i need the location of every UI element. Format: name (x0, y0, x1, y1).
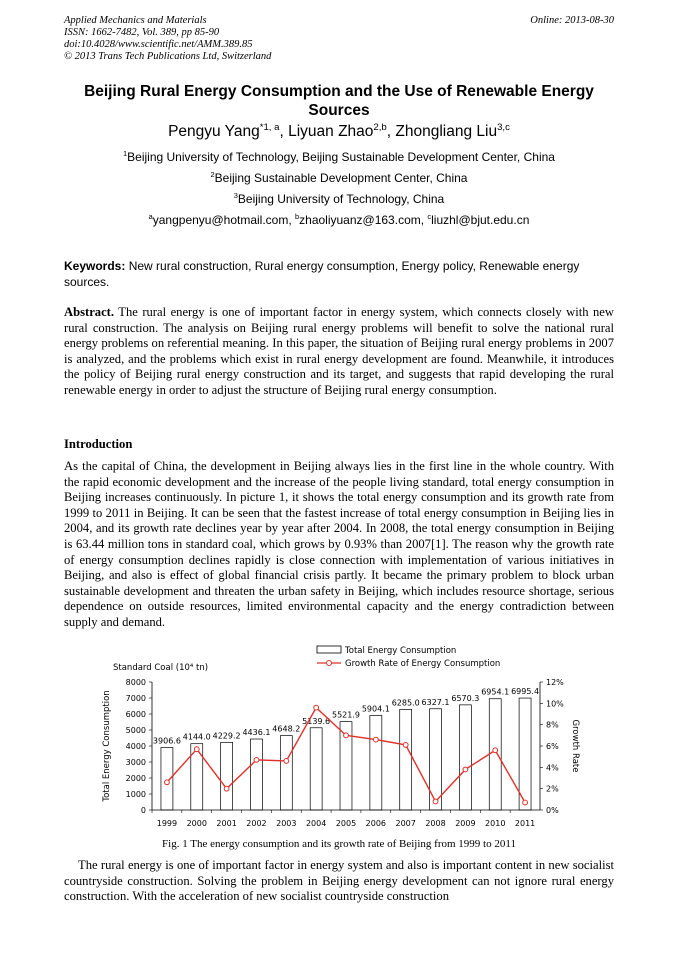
figure-caption: Fig. 1 The energy consumption and its growth rate of Beijing from 1999 to 2011 (162, 838, 516, 850)
abstract-text: The rural energy is one of important factor in energy system, which connects closely with new rural construction. The analysis on Beijing rural energy problems will benefit to solve the national rural energy problems on referential meaning. In this paper, the situation of Beijing rural energy problems in 2007 is analyzed, and the problems which exist in rural energy development are found. Meanwhile, it introduces the policy of Beijing rural energy construction and its target, and suggests that rapid developing the rural renewable energy in order to adjust the structure of Beijing rural energy consumption. (64, 305, 614, 397)
keywords-label: Keywords: (64, 259, 126, 273)
y-tick-label: 2000 (125, 774, 146, 783)
y2-tick-label: 2% (546, 784, 559, 794)
y-tick-label: 1000 (125, 790, 146, 799)
y2-tick-label: 12% (546, 678, 564, 687)
affiliation-line (64, 150, 614, 164)
affiliation-line (64, 192, 614, 206)
bar-label-2007: 6285.0 (391, 698, 420, 708)
doi-line: doi:10.4028/www.scientific.net/AMM.389.85 (64, 39, 253, 50)
x-tick-label: 2009 (455, 819, 476, 828)
author-name: Zhongliang Liu (395, 123, 498, 140)
growth-point-2010 (493, 748, 498, 753)
keywords-text: New rural construction, Rural energy consumption, Energy policy, Renewable energy sources. (64, 259, 580, 289)
abstract-label: Abstract. (64, 305, 115, 319)
x-tick-label: 2000 (186, 819, 207, 828)
legend-swatch-bars (317, 646, 341, 653)
affiliation-text: Beijing Sustainable Development Center, China (214, 171, 468, 185)
email-list (64, 213, 614, 227)
bar-2007 (400, 709, 412, 810)
author-sup: 3,c (497, 121, 510, 133)
author-sep: , (386, 123, 396, 140)
x-tick-label: 2001 (216, 819, 237, 828)
growth-point-2005 (344, 733, 349, 738)
x-tick-label: 2003 (276, 819, 297, 828)
bar-label-2010: 6954.1 (481, 687, 510, 697)
growth-point-2001 (224, 786, 229, 791)
x-tick-label: 2011 (514, 819, 536, 828)
email-text: zhaoliyuanz@163.com, (299, 213, 428, 227)
journal-name: Applied Mechanics and Materials (64, 15, 207, 26)
y2-tick-label: 8% (546, 720, 559, 730)
legend-marker-line (327, 661, 332, 666)
y-tick-label: 3000 (125, 758, 146, 767)
y-tick-label: 5000 (125, 726, 146, 735)
x-tick-label: 2007 (395, 819, 416, 828)
y-tick-label: 0 (140, 806, 146, 815)
growth-point-2011 (523, 800, 528, 805)
intro-paragraph: As the capital of China, the development in Beijing always lies in the first line in the whole country. With the rapid economic development and the increase of the people living standard, total energy consumption in Beijing increases continuously. In picture 1, it shows the total energy consumption and its growth rate from 1999 to 2011 in Beijing. It can be seen that the fastest increase of total energy consumption in Beijing lies in 2004, and its growth rate declines year by year after 2004. In 2008, the total energy consumption in Beijing is 63.44 million tons in standard coal, which grows by 0.93% than 2007[1]. The reason why the growth rate of energy consumption declines rapidly is close connection with implementation of various initiatives in Beijing, and also is effect of global financial crisis partly. It became the primary problem to block urban sustainable development and threaten the urban safety in Beijing, which includes resource shortage, serious dependence on outside resources, limited environmental capacity and the energy contradiction between supply and demand. (64, 459, 614, 629)
x-tick-label: 2006 (365, 819, 387, 828)
bar-2004 (310, 728, 322, 810)
journal-header (64, 15, 271, 63)
y2-tick-label: 4% (546, 763, 559, 773)
growth-point-1999 (165, 780, 170, 785)
growth-point-2002 (254, 757, 259, 762)
energy-chart (95, 642, 595, 834)
email-sup: b (295, 212, 300, 221)
bar-1999 (161, 747, 173, 810)
bar-label-2003: 4648.2 (272, 724, 301, 734)
x-tick-label: 2008 (425, 819, 446, 828)
x-tick-label: 1999 (156, 819, 178, 828)
copyright-line: © 2013 Trans Tech Publications Ltd, Switzerland (64, 51, 272, 62)
x-tick-label: 2004 (305, 819, 327, 828)
bar-label-2011: 6995.4 (511, 687, 540, 697)
bar-2011 (519, 698, 531, 810)
paper-title: Beijing Rural Energy Consumption and the Use of Renewable Energy Sources (84, 83, 594, 119)
bar-label-2009: 6570.3 (451, 693, 480, 703)
y-tick-label: 4000 (125, 742, 146, 751)
bar-label-2008: 6327.1 (421, 697, 450, 707)
x-tick-label: 2005 (335, 819, 357, 828)
x-tick-label: 2010 (485, 819, 506, 828)
email-sup: c (427, 212, 432, 221)
author-name: Pengyu Yang (168, 123, 260, 140)
bar-2002 (250, 739, 262, 810)
email-text: yangpenyu@hotmail.com, (152, 213, 296, 227)
y-tick-label: 8000 (125, 678, 146, 687)
email-text: liuzhl@bjut.edu.cn (431, 213, 530, 227)
bar-label-2006: 5904.1 (361, 704, 390, 714)
legend-label-bars: Total Energy Consumption (345, 646, 457, 656)
affiliation-sup: 2 (210, 170, 215, 179)
abstract (64, 305, 614, 399)
y-tick-label: 7000 (125, 694, 146, 703)
y-unit-label: Standard Coal (10⁴ tn) (113, 663, 209, 673)
growth-point-2007 (403, 743, 408, 748)
y-axis-title: Total Energy Consumption (102, 690, 112, 802)
affiliation-text: Beijing University of Technology, Beijing Sustainable Development Center, China (127, 150, 555, 164)
affiliation-line (64, 171, 614, 185)
affiliation-text: Beijing University of Technology, China (237, 192, 445, 206)
affiliation-list (64, 150, 614, 213)
online-date: Online: 2013-08-30 (530, 15, 614, 26)
bar-2006 (370, 716, 382, 810)
author-sup: 2,b (373, 121, 387, 133)
y2-axis-title: Growth Rate (570, 719, 580, 773)
growth-point-2003 (284, 759, 289, 764)
section-heading-introduction: Introduction (64, 437, 133, 451)
bar-2001 (221, 742, 233, 810)
bar-label-2005: 5521.9 (332, 710, 360, 720)
bar-label-2001: 4229.2 (212, 731, 241, 741)
author-sep: , (279, 123, 289, 140)
y2-tick-label: 6% (546, 742, 559, 751)
bar-2009 (459, 705, 471, 810)
author-name: Liyuan Zhao (288, 123, 374, 140)
body-paragraph: The rural energy is one of important factor in energy system and also is important content in new socialist countryside construction. Solving the problem in Beijing energy development can not ignore rural energy construction. With the acceleration of new socialist countryside construction (64, 858, 614, 904)
y-tick-label: 6000 (125, 710, 146, 719)
bar-label-2000: 4144.0 (182, 732, 211, 742)
bar-label-1999: 3906.6 (152, 736, 181, 746)
affiliation-sup: 1 (123, 149, 128, 158)
growth-point-2004 (314, 705, 319, 710)
bar-label-2004: 5139.6 (302, 716, 331, 726)
x-tick-label: 2002 (246, 819, 267, 828)
bar-2010 (489, 699, 501, 810)
y2-tick-label: 0% (546, 806, 559, 815)
keywords (64, 258, 614, 290)
y2-tick-label: 10% (546, 699, 564, 709)
growth-point-2008 (433, 799, 438, 804)
growth-point-2009 (463, 767, 468, 772)
author-list (64, 123, 614, 141)
issn-line: ISSN: 1662-7482, Vol. 389, pp 85-90 (64, 27, 220, 38)
email-sup: a (148, 212, 153, 221)
bar-2003 (280, 736, 292, 810)
affiliation-sup: 3 (233, 191, 238, 200)
bar-label-2002: 4436.1 (242, 728, 271, 738)
growth-point-2006 (373, 737, 378, 742)
growth-point-2000 (194, 747, 199, 752)
author-sup: *1, a (259, 121, 280, 133)
legend-label-line: Growth Rate of Energy Consumption (345, 659, 501, 669)
